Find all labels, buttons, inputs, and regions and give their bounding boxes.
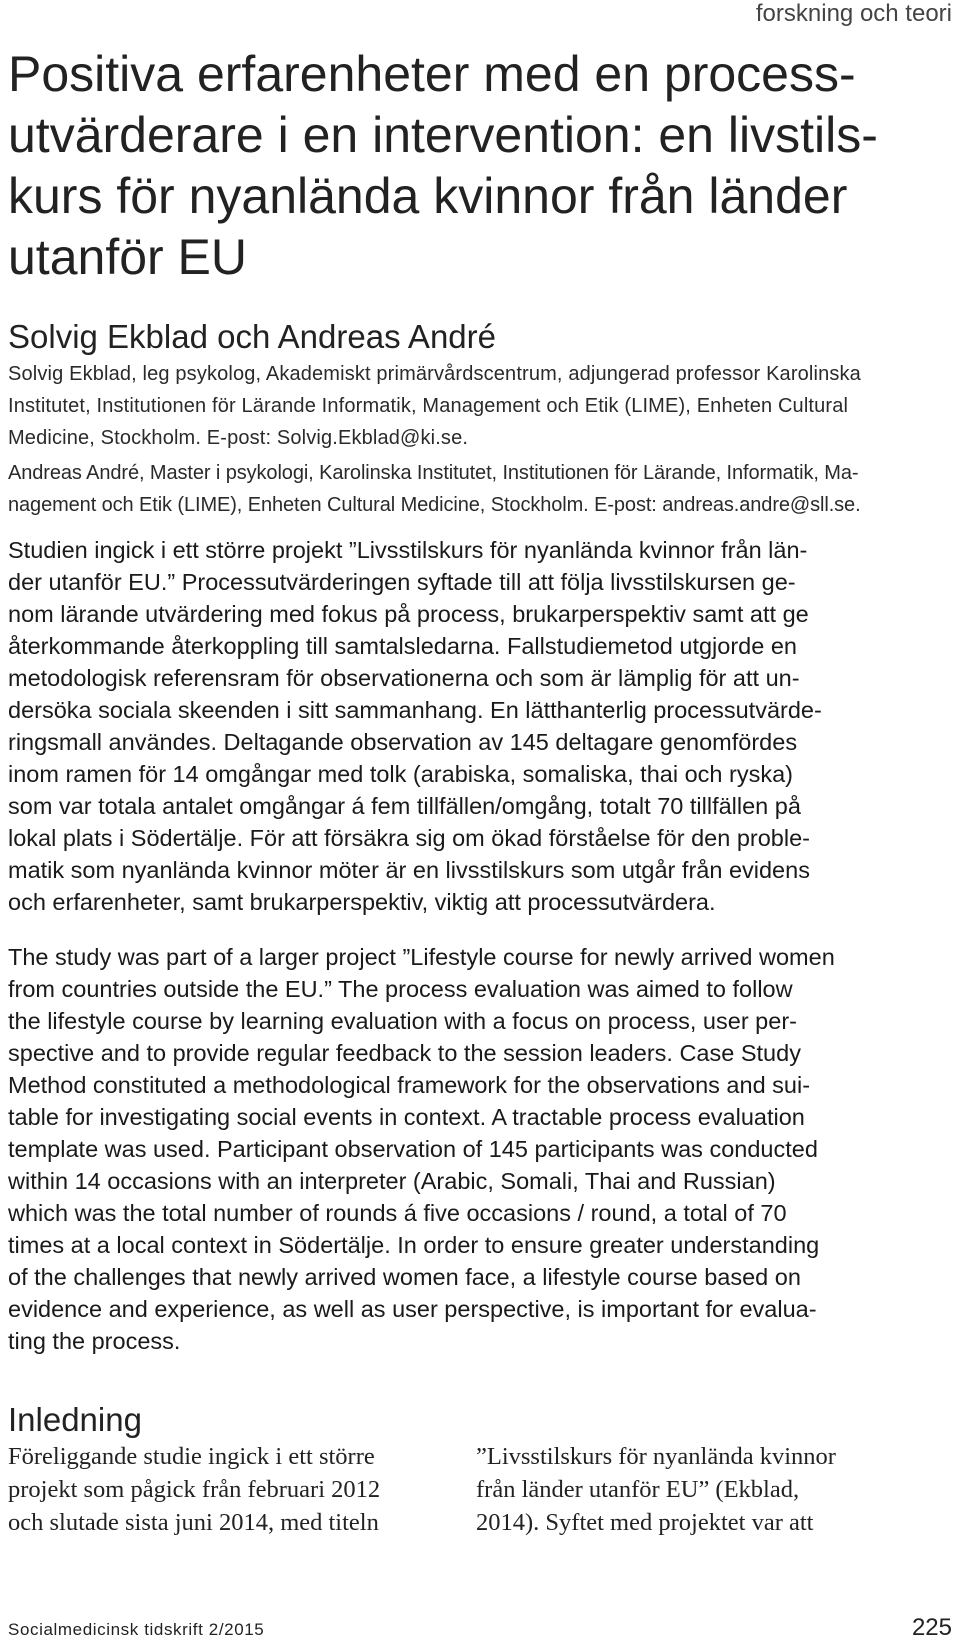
abstract-line: ting the process.: [8, 1328, 181, 1354]
title-line: utvärderare i en intervention: en livstils-: [8, 107, 878, 163]
abstract-line: dersöka sociala skeenden i sitt sammanhang. En lätthanterlig processutvärde-: [8, 697, 822, 723]
body-line: projekt som pågick från februari 2012: [8, 1476, 381, 1503]
body-line: från länder utanför EU” (Ekblad,: [476, 1476, 800, 1503]
abstract-line: återkommande återkoppling till samtalsledarna. Fallstudiemetod utgjorde en: [8, 633, 797, 659]
body-line: ”Livsstilskurs för nyanlända kvinnor: [476, 1443, 836, 1470]
body-column-left: [8, 1440, 448, 1539]
body-line: Föreliggande studie ingick i ett större: [8, 1443, 375, 1470]
article-title: [8, 44, 938, 288]
abstract-swedish: [8, 534, 953, 918]
authors: Solvig Ekblad och Andreas André: [8, 318, 496, 355]
abstract-line: template was used. Participant observation of 145 participants was conducted: [8, 1136, 818, 1162]
abstract-line: times at a local context in Södertälje. In order to ensure greater understanding: [8, 1232, 820, 1258]
body-line: och slutade sista juni 2014, med titeln: [8, 1509, 379, 1536]
abstract-line: nom lärande utvärdering med fokus på process, brukarperspektiv samt att ge: [8, 601, 809, 627]
abstract-line: lokal plats i Södertälje. För att försäkra sig om ökad förståelse för den proble-: [8, 825, 810, 851]
abstract-english: [8, 941, 953, 1357]
title-line: utanför EU: [8, 229, 248, 285]
affiliation-ekblad: [8, 358, 953, 454]
abstract-line: of the challenges that newly arrived women face, a lifestyle course based on: [8, 1264, 801, 1290]
abstract-line: metodologisk referensram för observationerna och som är lämplig för att un-: [8, 665, 800, 691]
abstract-line: spective and to provide regular feedback to the session leaders. Case Study: [8, 1040, 801, 1066]
abstract-line: within 14 occasions with an interpreter (Arabic, Somali, Thai and Russian): [8, 1168, 776, 1194]
affiliation-line: Medicine, Stockholm. E-post: Solvig.Ekblad@ki.se.: [8, 427, 469, 449]
body-column-right: [476, 1440, 956, 1539]
section-heading: Inledning: [8, 1401, 142, 1438]
affiliation-line: Andreas André, Master i psykologi, Karolinska Institutet, Institutionen för Lärande, Informatik, Ma-: [8, 462, 859, 484]
abstract-line: The study was part of a larger project ”Lifestyle course for newly arrived women: [8, 944, 835, 970]
affiliation-andre: [8, 457, 953, 521]
affiliation-line: nagement och Etik (LIME), Enheten Cultural Medicine, Stockholm. E-post: andreas.andre@sll.se.: [8, 494, 861, 516]
body-line: 2014). Syftet med projektet var att: [476, 1509, 814, 1536]
abstract-line: som var totala antalet omgångar á fem tillfällen/omgång, totalt 70 tillfällen på: [8, 793, 801, 819]
title-line: kurs för nyanlända kvinnor från länder: [8, 168, 848, 224]
affiliation-line: Solvig Ekblad, leg psykolog, Akademiskt primärvårdscentrum, adjungerad professor Karolinska: [8, 363, 861, 385]
journal-footer: Socialmedicinsk tidskrift 2/2015: [8, 1620, 265, 1639]
abstract-line: the lifestyle course by learning evaluation with a focus on process, user per-: [8, 1008, 797, 1034]
abstract-line: from countries outside the EU.” The process evaluation was aimed to follow: [8, 976, 793, 1002]
abstract-line: which was the total number of rounds á five occasions / round, a total of 70: [8, 1200, 787, 1226]
affiliation-line: Institutet, Institutionen för Lärande Informatik, Management och Etik (LIME), Enheten Cultural: [8, 395, 849, 417]
abstract-line: matik som nyanlända kvinnor möter är en livsstilskurs som utgår från evidens: [8, 857, 810, 883]
abstract-line: table for investigating social events in context. A tractable process evaluation: [8, 1104, 805, 1130]
abstract-line: ringsmall användes. Deltagande observation av 145 deltagare genomfördes: [8, 729, 798, 755]
abstract-line: inom ramen för 14 omgångar med tolk (arabiska, somaliska, thai och ryska): [8, 761, 793, 787]
abstract-line: Method constituted a methodological framework for the observations and sui-: [8, 1072, 811, 1098]
abstract-line: Studien ingick i ett större projekt ”Livsstilskurs för nyanlända kvinnor från län-: [8, 537, 808, 563]
abstract-line: evidence and experience, as well as user perspective, is important for evalua-: [8, 1296, 817, 1322]
abstract-line: der utanför EU.” Processutvärderingen syftade till att följa livsstilskursen ge-: [8, 569, 796, 595]
page-number: 225: [911, 1614, 952, 1641]
section-label: forskning och teori: [755, 0, 952, 27]
abstract-line: och erfarenheter, samt brukarperspektiv, viktig att processutvärdera.: [8, 889, 716, 915]
title-line: Positiva erfarenheter med en process-: [8, 46, 856, 102]
